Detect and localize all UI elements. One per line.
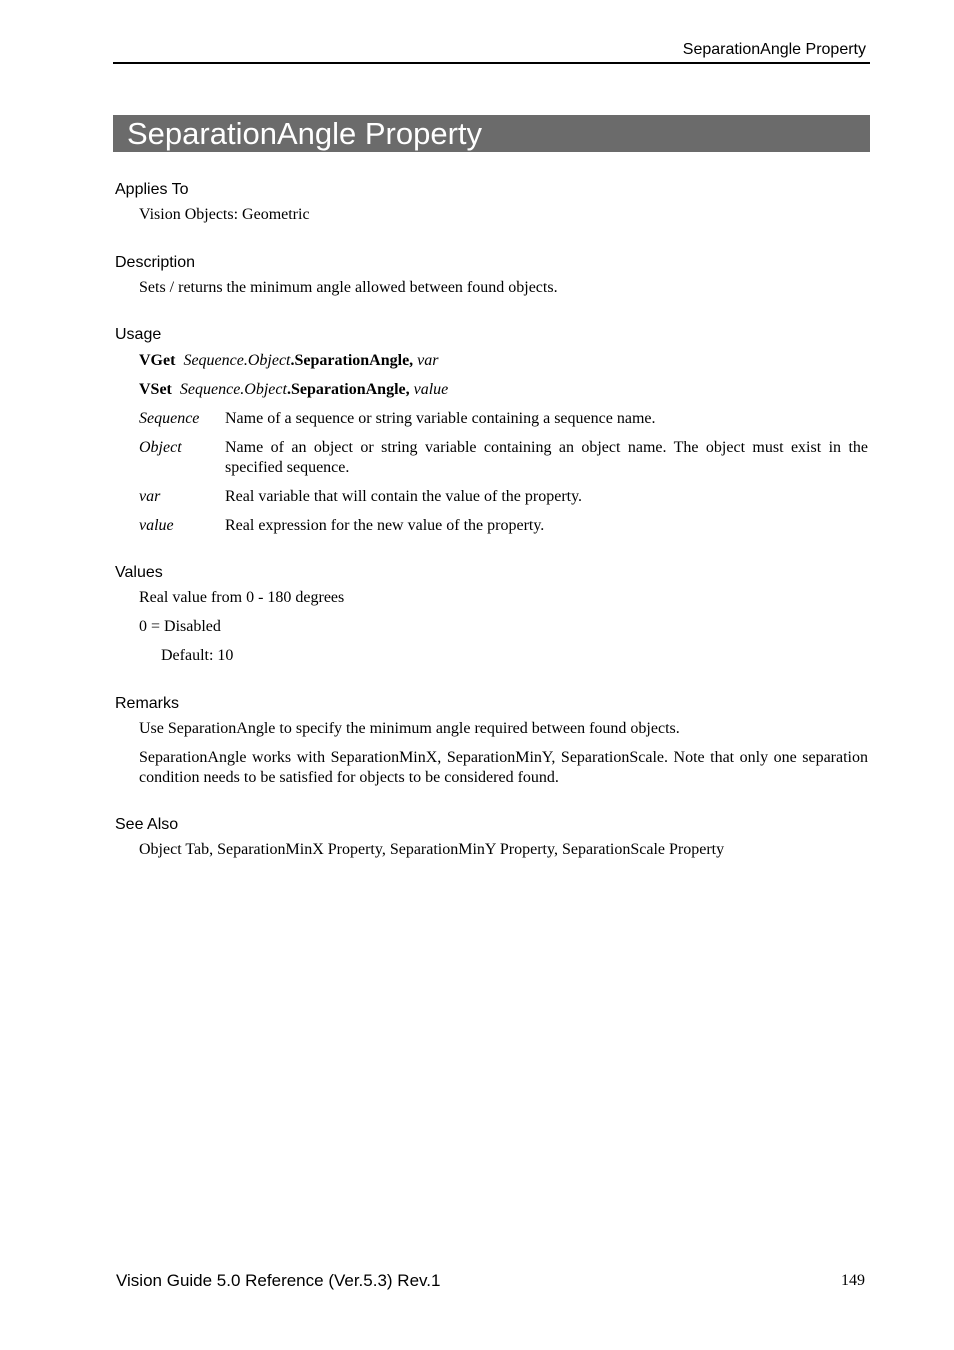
usage-vset-syntax bbox=[139, 381, 448, 399]
values-heading: Values bbox=[115, 564, 163, 581]
vget-argument: var bbox=[417, 352, 439, 369]
vset-path: Sequence.Object bbox=[179, 381, 287, 398]
param-term-value: value bbox=[139, 517, 174, 534]
running-header bbox=[113, 40, 870, 64]
running-header-title: SeparationAngle Property bbox=[682, 41, 866, 58]
vget-command: VGet bbox=[139, 352, 176, 369]
param-def-var: Real variable that will contain the value of the property. bbox=[225, 488, 583, 505]
description-text: Sets / returns the minimum angle allowed between found objects. bbox=[139, 279, 558, 296]
vset-property: .SeparationAngle, bbox=[286, 381, 410, 398]
vset-command: VSet bbox=[139, 381, 172, 398]
footer-manual-title: Vision Guide 5.0 Reference (Ver.5.3) Rev.1 bbox=[116, 1271, 441, 1290]
param-def-sequence: Name of a sequence or string variable containing a sequence name. bbox=[225, 410, 656, 427]
param-term-sequence: Sequence bbox=[139, 410, 200, 427]
vget-property: .SeparationAngle, bbox=[290, 352, 414, 369]
usage-heading: Usage bbox=[115, 326, 162, 343]
page-title-bar bbox=[113, 115, 870, 152]
param-def-value: Real expression for the new value of the property. bbox=[225, 517, 545, 534]
vset-argument: value bbox=[413, 381, 449, 398]
see-also-text: Object Tab, SeparationMinX Property, SeparationMinY Property, SeparationScale Property bbox=[139, 841, 725, 858]
param-term-var: var bbox=[139, 488, 161, 505]
remarks-paragraph-1: Use SeparationAngle to specify the minimum angle required between found objects. bbox=[139, 720, 680, 737]
param-def-object: Name of an object or string variable containing an object name. The object must exist in the specified sequence. bbox=[225, 439, 868, 476]
values-disabled: 0 = Disabled bbox=[139, 618, 221, 635]
applies-to-text: Vision Objects: Geometric bbox=[139, 206, 310, 223]
values-range: Real value from 0 - 180 degrees bbox=[139, 589, 345, 606]
remarks-heading: Remarks bbox=[115, 695, 180, 712]
vget-path: Sequence.Object bbox=[183, 352, 291, 369]
remarks-paragraph-2: SeparationAngle works with SeparationMinX, SeparationMinY, SeparationScale. Note that only one separation condition needs to be satisfied for objects to be considered found. bbox=[139, 749, 868, 786]
usage-vget-syntax bbox=[139, 352, 439, 370]
footer-page-number: 149 bbox=[841, 1272, 865, 1289]
applies-to-heading: Applies To bbox=[115, 181, 189, 198]
values-default: Default: 10 bbox=[161, 647, 234, 664]
see-also-heading: See Also bbox=[115, 816, 179, 833]
page-title: SeparationAngle Property bbox=[127, 116, 483, 151]
description-heading: Description bbox=[115, 254, 196, 271]
param-term-object: Object bbox=[139, 439, 182, 456]
